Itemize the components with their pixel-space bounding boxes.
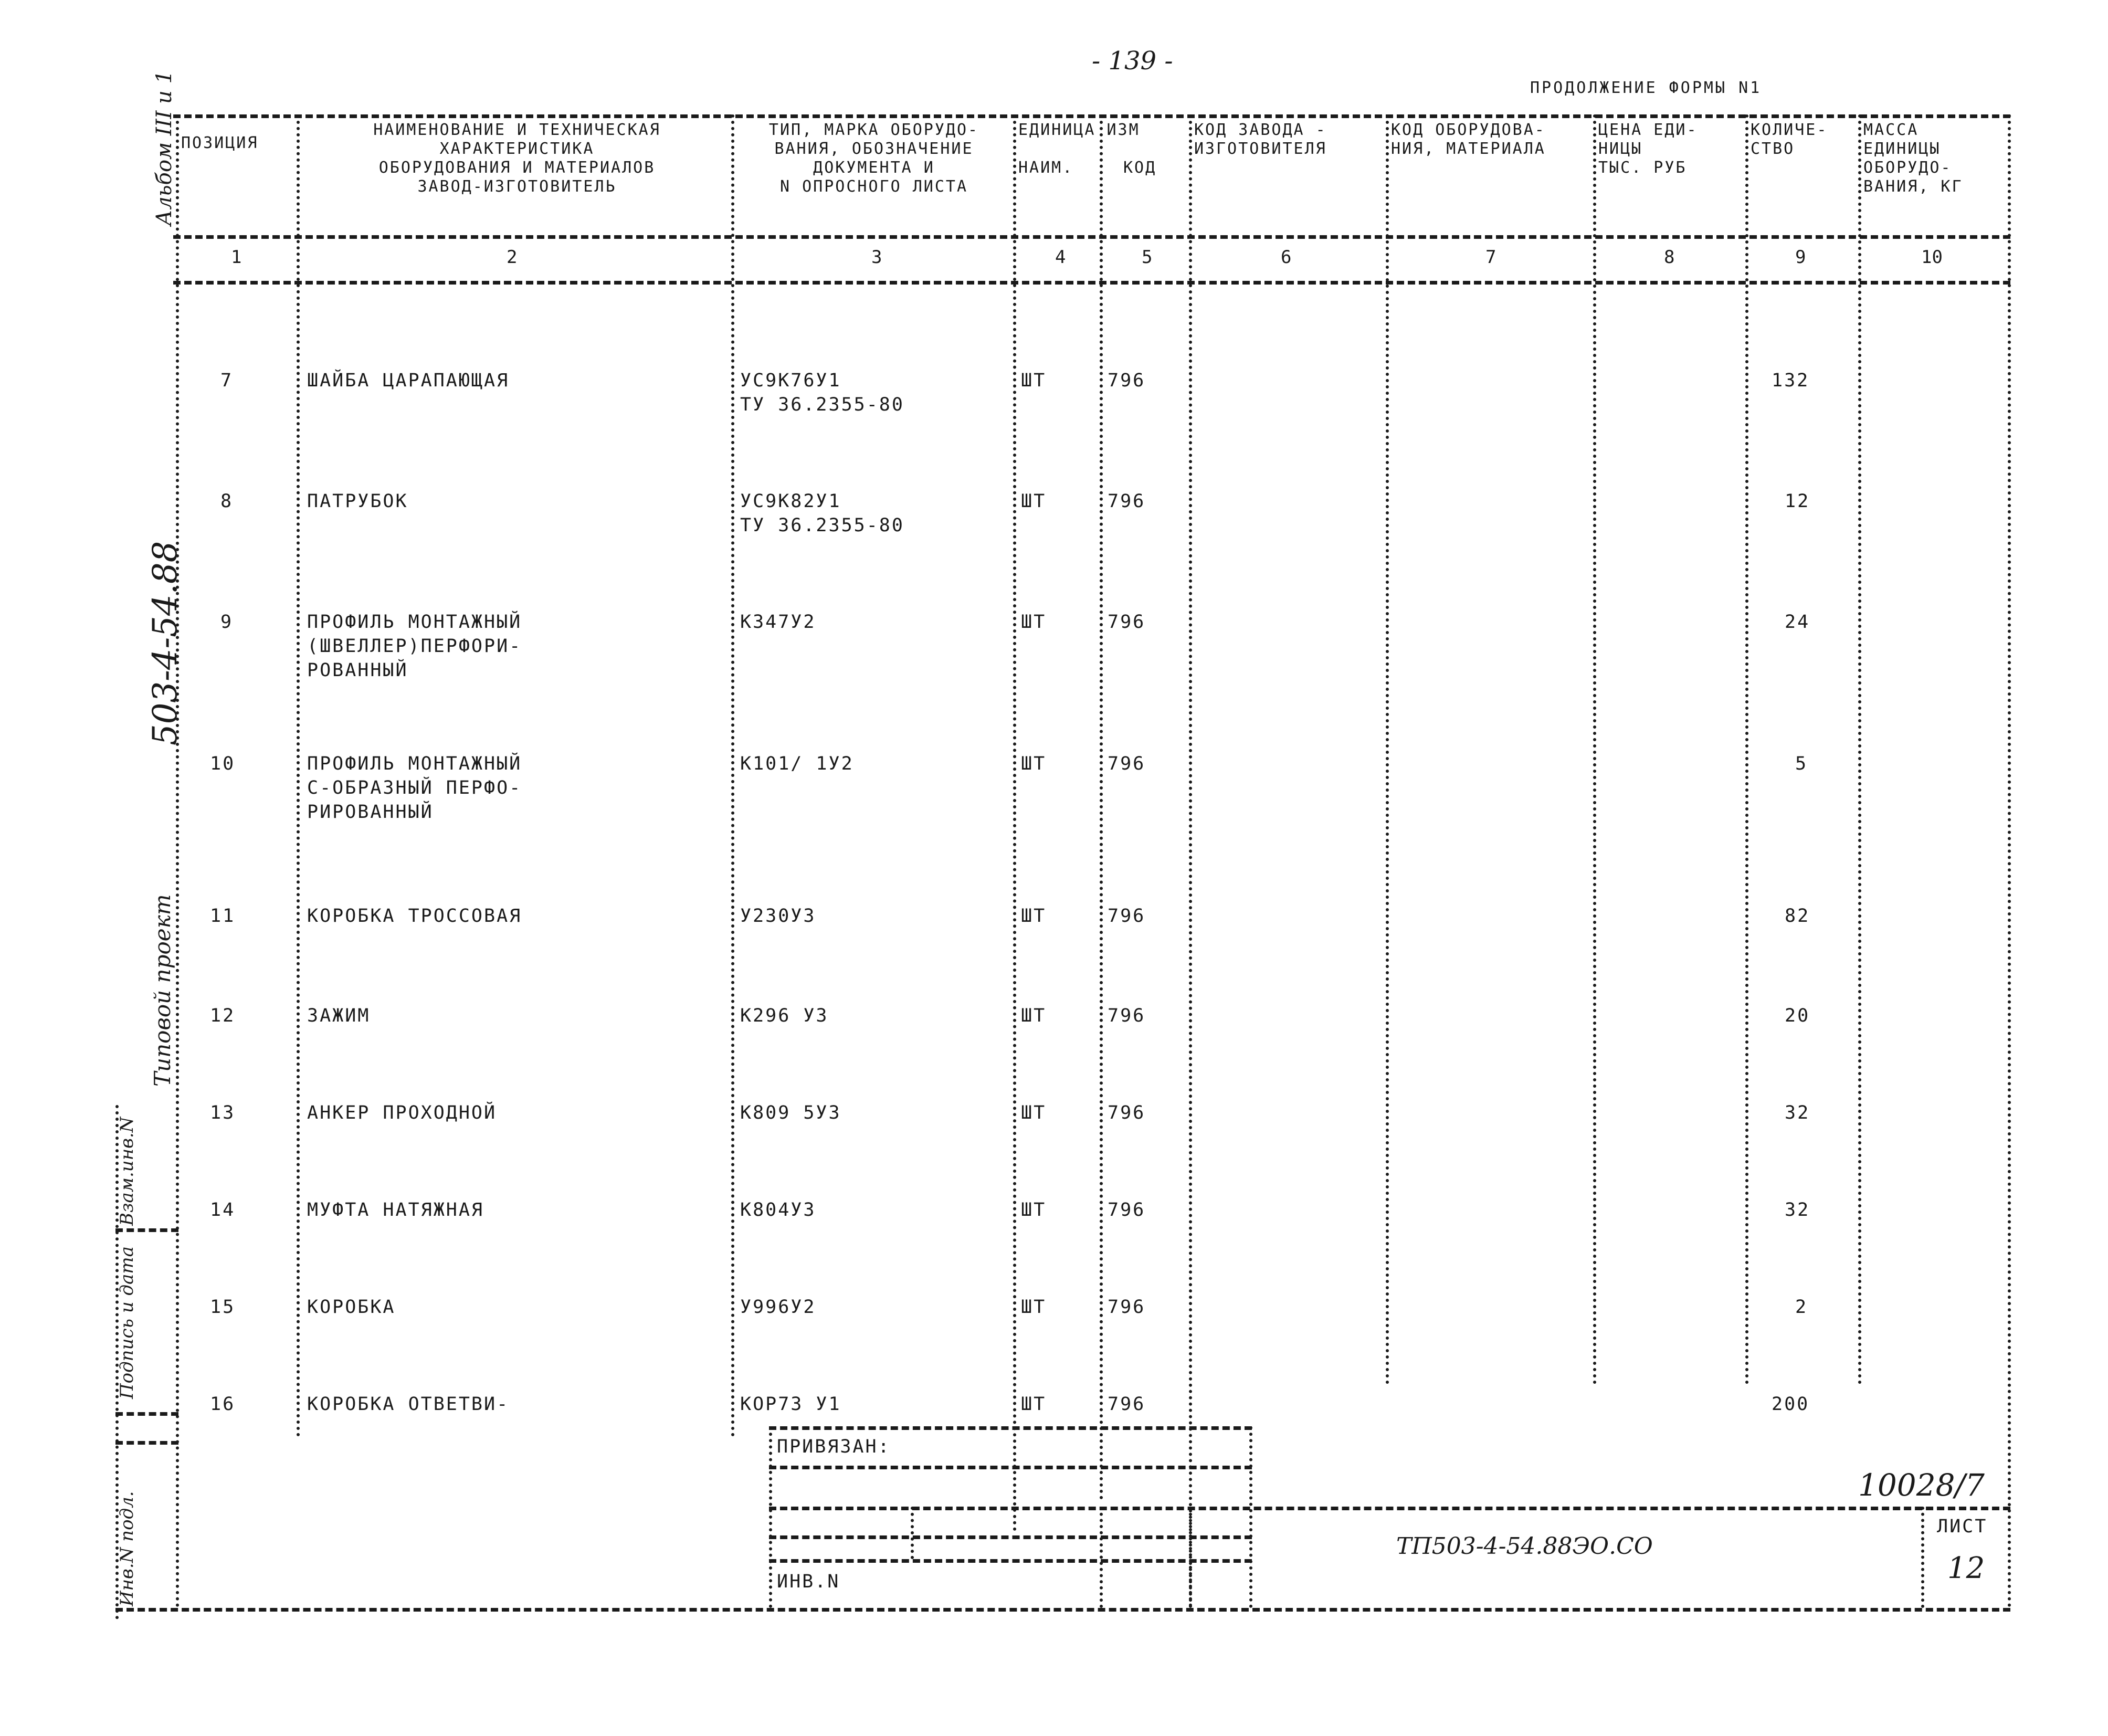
table-row-type: К804У3 xyxy=(740,1200,816,1221)
table-row-pos: 14 xyxy=(210,1200,236,1221)
col-header-6: КОД ЗАВОДА - ИЗГОТОВИТЕЛЯ xyxy=(1194,121,1327,158)
sheet-number: 12 xyxy=(1947,1551,1985,1585)
table-row-name: МУФТА НАТЯЖНАЯ xyxy=(307,1200,484,1221)
table-row-type: У230У3 xyxy=(740,906,816,927)
col-number: 2 xyxy=(507,247,518,268)
inv-label: ИНВ.N xyxy=(777,1571,840,1592)
table-row-type: КОР73 У1 xyxy=(740,1394,841,1415)
col-separator xyxy=(176,114,179,1608)
col-number: 9 xyxy=(1795,247,1806,268)
table-row-name: ПРОФИЛЬ МОНТАЖНЫЙ (ШВЕЛЛЕР)ПЕРФОРИ- РОВАННЫЙ xyxy=(307,612,522,681)
col-header-9: КОЛИЧЕ- СТВО xyxy=(1751,121,1828,158)
col-number: 6 xyxy=(1281,247,1292,268)
stamp-line xyxy=(1100,1507,1103,1608)
table-row-qty: 132 xyxy=(1772,370,1810,391)
table-row-unit: ШТ xyxy=(1021,612,1047,633)
col-header-5: КОД xyxy=(1123,159,1157,177)
table-row-unit: ШТ xyxy=(1021,491,1047,512)
col-header-2: НАИМЕНОВАНИЕ И ТЕХНИЧЕСКАЯ ХАРАКТЕРИСТИКА ОБОРУДОВАНИЯ И МАТЕРИАЛОВ ЗАВОД-ИЗГОТОВИТЕЛЬ xyxy=(373,121,661,196)
sheet-label: ЛИСТ xyxy=(1937,1516,1988,1537)
table-row-type: К347У2 xyxy=(740,612,816,633)
table-row-type: К101/ 1У2 xyxy=(740,753,854,774)
document-number: ТП503-4-54.88ЭО.СО xyxy=(1396,1533,1653,1560)
stamp-line xyxy=(769,1507,2010,1510)
album-label: Альбом III и 1 xyxy=(152,70,176,226)
bound-label: ПРИВЯЗАН: xyxy=(777,1436,891,1457)
stamp-line xyxy=(769,1426,1252,1430)
table-row-name: КОРОБКА xyxy=(307,1297,396,1318)
col-separator xyxy=(1013,114,1016,1532)
header-separator xyxy=(173,235,2010,239)
table-row-qty: 12 xyxy=(1785,491,1810,512)
stamp-line xyxy=(769,1535,1252,1539)
col-separator xyxy=(297,114,300,1437)
col-separator xyxy=(1386,114,1389,1385)
col-separator xyxy=(2008,114,2011,1608)
typical-project-label: Типовой проект xyxy=(150,894,175,1087)
stamp-line xyxy=(769,1559,1252,1563)
table-row-code: 796 xyxy=(1108,753,1146,774)
table-row-code: 796 xyxy=(1108,370,1146,391)
col-header-4: ЕДИНИЦА ИЗМ НАИМ. xyxy=(1018,121,1140,177)
table-row-name: АНКЕР ПРОХОДНОЙ xyxy=(307,1102,497,1123)
table-row-name: ЗАЖИМ xyxy=(307,1005,371,1026)
table-row-type: УС9К76У1 ТУ 36.2355-80 xyxy=(740,370,904,415)
table-bottom-border xyxy=(115,1608,2010,1612)
table-row-unit: ШТ xyxy=(1021,906,1047,927)
colnum-separator xyxy=(173,281,2010,285)
inv-orig-label: Инв.N подл. xyxy=(117,1491,138,1606)
table-row-unit: ШТ xyxy=(1021,1005,1047,1026)
col-header-8: ЦЕНА ЕДИ- НИЦЫ ТЫС. РУБ xyxy=(1598,121,1698,177)
col-number: 7 xyxy=(1485,247,1496,268)
stamp-line xyxy=(1189,1507,1192,1608)
col-separator xyxy=(1100,114,1103,1500)
table-row-qty: 32 xyxy=(1785,1102,1810,1123)
table-row-name: КОРОБКА ОТВЕТВИ- xyxy=(307,1394,510,1415)
table-row-pos: 8 xyxy=(220,491,234,512)
table-row-unit: ШТ xyxy=(1021,1200,1047,1221)
table-row-type: К809 5У3 xyxy=(740,1102,841,1123)
table-row-pos: 16 xyxy=(210,1394,236,1415)
table-row-name: КОРОБКА ТРОССОВАЯ xyxy=(307,906,522,927)
table-row-type: УС9К82У1 ТУ 36.2355-80 xyxy=(740,491,904,536)
table-row-code: 796 xyxy=(1108,1297,1146,1318)
continuation-title: ПРОДОЛЖЕНИЕ ФОРМЫ N1 xyxy=(1530,79,1762,97)
table-row-pos: 9 xyxy=(220,612,234,633)
table-row-pos: 7 xyxy=(220,370,234,391)
col-number: 10 xyxy=(1921,247,1943,268)
col-separator xyxy=(1189,114,1192,1608)
margin-box-line xyxy=(115,1105,119,1619)
margin-box-line xyxy=(115,1228,178,1232)
sign-date-label: Подпись и дата xyxy=(117,1246,138,1399)
col-number: 3 xyxy=(871,247,882,268)
project-code-label: 503-4-54.88 xyxy=(146,541,185,745)
col-number: 5 xyxy=(1142,247,1153,268)
table-row-pos: 12 xyxy=(210,1005,236,1026)
col-number: 8 xyxy=(1664,247,1675,268)
margin-box-line xyxy=(115,1441,178,1445)
table-row-unit: ШТ xyxy=(1021,753,1047,774)
order-number: 10028/7 xyxy=(1858,1467,1985,1503)
stamp-line xyxy=(769,1426,772,1608)
table-row-qty: 2 xyxy=(1795,1297,1808,1318)
stamp-line xyxy=(911,1507,914,1559)
table-row-code: 796 xyxy=(1108,1005,1146,1026)
table-row-qty: 5 xyxy=(1795,753,1808,774)
col-header-1: ПОЗИЦИЯ xyxy=(181,134,259,152)
stamp-line xyxy=(769,1466,1252,1469)
col-header-10: МАССА ЕДИНИЦЫ ОБОРУДО- ВАНИЯ, КГ xyxy=(1863,121,1963,196)
col-separator xyxy=(1858,114,1861,1385)
table-row-unit: ШТ xyxy=(1021,370,1047,391)
col-separator xyxy=(1745,114,1748,1385)
page-number: - 139 - xyxy=(1092,46,1173,76)
col-number: 1 xyxy=(231,247,242,268)
table-row-pos: 13 xyxy=(210,1102,236,1123)
table-row-code: 796 xyxy=(1108,612,1146,633)
table-top-border xyxy=(173,114,2010,118)
table-row-name: ШАЙБА ЦАРАПАЮЩАЯ xyxy=(307,370,510,391)
table-row-name: ПРОФИЛЬ МОНТАЖНЫЙ С-ОБРАЗНЫЙ ПЕРФО- РИРОВАННЫЙ xyxy=(307,753,522,823)
table-row-pos: 10 xyxy=(210,753,236,774)
margin-box-line xyxy=(115,1412,178,1416)
table-row-type: У996У2 xyxy=(740,1297,816,1318)
table-row-qty: 24 xyxy=(1785,612,1810,633)
col-separator xyxy=(731,114,734,1437)
col-header-3: ТИП, МАРКА ОБОРУДО- ВАНИЯ, ОБОЗНАЧЕНИЕ ДОКУМЕНТА И N ОПРОСНОГО ЛИСТА xyxy=(768,121,979,196)
table-row-unit: ШТ xyxy=(1021,1102,1047,1123)
table-row-unit: ШТ xyxy=(1021,1394,1047,1415)
replace-inv-label: Взам.инв.N xyxy=(117,1117,138,1226)
table-row-name: ПАТРУБОК xyxy=(307,491,408,512)
table-row-qty: 82 xyxy=(1785,906,1810,927)
table-row-code: 796 xyxy=(1108,1102,1146,1123)
table-row-qty: 32 xyxy=(1785,1200,1810,1221)
stamp-line xyxy=(1249,1426,1252,1608)
table-row-qty: 20 xyxy=(1785,1005,1810,1026)
table-row-type: К296 У3 xyxy=(740,1005,829,1026)
table-row-pos: 15 xyxy=(210,1297,236,1318)
table-row-code: 796 xyxy=(1108,1394,1146,1415)
table-row-code: 796 xyxy=(1108,491,1146,512)
table-row-qty: 200 xyxy=(1772,1394,1810,1415)
table-row-unit: ШТ xyxy=(1021,1297,1047,1318)
stamp-line xyxy=(1921,1507,1924,1608)
col-header-7: КОД ОБОРУДОВА- НИЯ, МАТЕРИАЛА xyxy=(1391,121,1546,158)
table-row-code: 796 xyxy=(1108,906,1146,927)
col-separator xyxy=(1593,114,1596,1385)
col-number: 4 xyxy=(1055,247,1066,268)
table-row-code: 796 xyxy=(1108,1200,1146,1221)
table-row-pos: 11 xyxy=(210,906,236,927)
